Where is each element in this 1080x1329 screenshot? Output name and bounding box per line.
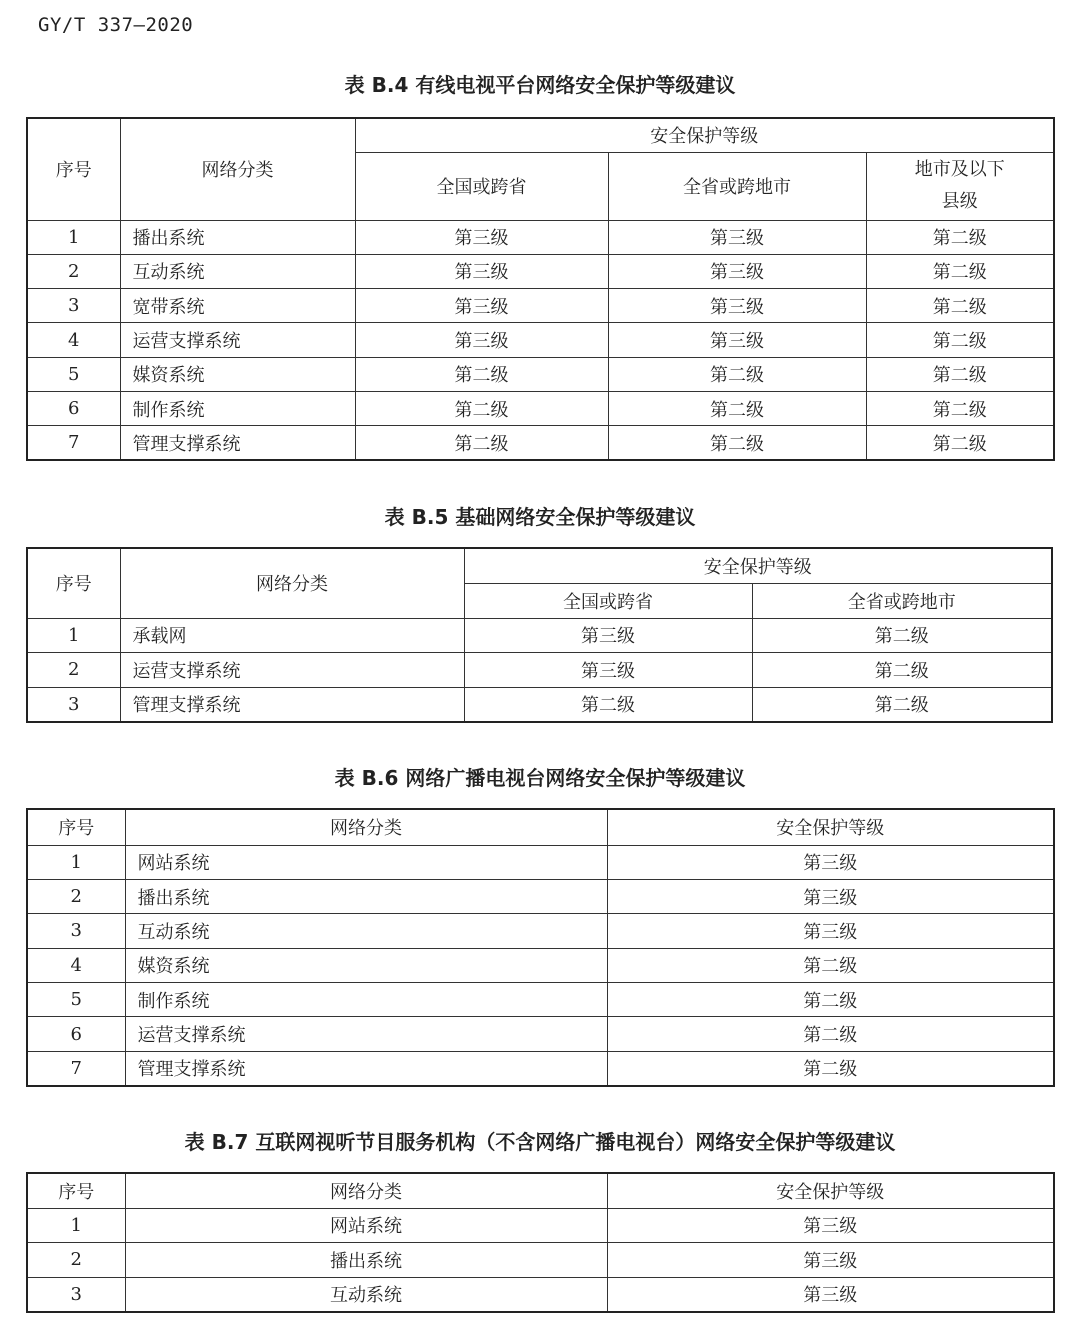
category-cell: 宽带系统: [120, 289, 355, 323]
header-category: 网络分类: [125, 809, 607, 845]
category-cell: 播出系统: [125, 1243, 607, 1278]
category-cell: 媒资系统: [125, 948, 607, 982]
header-protection-level: 安全保护等级: [607, 1173, 1054, 1208]
serial-cell: 2: [27, 254, 120, 288]
serial-cell: 2: [27, 1243, 125, 1278]
category-cell: 制作系统: [120, 391, 355, 425]
category-cell: 运营支撑系统: [125, 1017, 607, 1051]
level-cell: 第三级: [355, 254, 608, 288]
serial-cell: 5: [27, 983, 125, 1017]
serial-cell: 5: [27, 357, 120, 391]
header-serial: 序号: [27, 809, 125, 845]
level-cell: 第三级: [608, 289, 866, 323]
category-cell: 管理支撑系统: [125, 1051, 607, 1085]
level-cell: 第三级: [608, 323, 866, 357]
level-cell: 第三级: [355, 289, 608, 323]
level-cell: 第三级: [607, 845, 1054, 879]
table-row: [27, 687, 1052, 722]
header-category: 网络分类: [120, 118, 355, 220]
level-cell: 第三级: [607, 1208, 1054, 1243]
table-b4: [26, 117, 1055, 461]
level-cell: 第二级: [866, 323, 1054, 357]
serial-cell: 7: [27, 426, 120, 460]
header-city-county: 地市及以下 县级: [866, 152, 1054, 220]
serial-cell: 1: [27, 845, 125, 879]
level-cell: 第二级: [355, 357, 608, 391]
table-row: [27, 845, 1054, 879]
table-row: [27, 1051, 1054, 1085]
category-cell: 网站系统: [125, 1208, 607, 1243]
category-cell: 管理支撑系统: [120, 426, 355, 460]
table-row: [27, 1017, 1054, 1051]
serial-cell: 3: [27, 687, 120, 722]
level-cell: 第二级: [607, 1017, 1054, 1051]
serial-cell: 1: [27, 220, 120, 254]
serial-cell: 2: [27, 879, 125, 913]
serial-cell: 3: [27, 914, 125, 948]
table-b6-caption: 表 B.6 网络广播电视台网络安全保护等级建议: [334, 766, 746, 790]
table-row: [27, 220, 1054, 254]
level-cell: 第二级: [866, 357, 1054, 391]
serial-cell: 4: [27, 323, 120, 357]
serial-cell: 6: [27, 391, 120, 425]
serial-cell: 2: [27, 653, 120, 688]
table-row: [27, 653, 1052, 688]
category-cell: 播出系统: [120, 220, 355, 254]
standard-code: GY/T 337—2020: [38, 14, 194, 36]
serial-cell: 4: [27, 948, 125, 982]
header-provincial: 全省或跨地市: [752, 583, 1052, 618]
level-cell: 第二级: [866, 289, 1054, 323]
level-cell: 第二级: [866, 220, 1054, 254]
serial-cell: 1: [27, 1208, 125, 1243]
table-row: [27, 357, 1054, 391]
serial-cell: 3: [27, 289, 120, 323]
level-cell: 第二级: [608, 391, 866, 425]
serial-cell: 6: [27, 1017, 125, 1051]
header-national: 全国或跨省: [355, 152, 608, 220]
category-cell: 承载网: [120, 618, 464, 653]
header-national: 全国或跨省: [464, 583, 752, 618]
category-cell: 运营支撑系统: [120, 323, 355, 357]
serial-cell: 7: [27, 1051, 125, 1085]
header-protection-level: 安全保护等级: [464, 548, 1052, 583]
header-provincial: 全省或跨地市: [608, 152, 866, 220]
level-cell: 第二级: [608, 357, 866, 391]
header-serial: 序号: [27, 118, 120, 220]
level-cell: 第二级: [607, 1051, 1054, 1085]
level-cell: 第二级: [866, 426, 1054, 460]
level-cell: 第二级: [464, 687, 752, 722]
level-cell: 第二级: [607, 983, 1054, 1017]
table-b5-caption: 表 B.5 基础网络安全保护等级建议: [384, 505, 696, 529]
category-cell: 播出系统: [125, 879, 607, 913]
level-cell: 第三级: [464, 618, 752, 653]
level-cell: 第三级: [607, 914, 1054, 948]
header-category: 网络分类: [125, 1173, 607, 1208]
table-b7-caption: 表 B.7 互联网视听节目服务机构（不含网络广播电视台）网络安全保护等级建议: [184, 1130, 896, 1154]
level-cell: 第三级: [355, 323, 608, 357]
level-cell: 第三级: [607, 1277, 1054, 1312]
level-cell: 第三级: [355, 220, 608, 254]
level-cell: 第三级: [607, 879, 1054, 913]
table-row: [27, 879, 1054, 913]
level-cell: 第二级: [752, 618, 1052, 653]
serial-cell: 3: [27, 1277, 125, 1312]
header-protection-level: 安全保护等级: [355, 118, 1054, 152]
table-row: [27, 1277, 1054, 1312]
table-row: [27, 254, 1054, 288]
level-cell: 第二级: [355, 426, 608, 460]
table-row: [27, 914, 1054, 948]
level-cell: 第二级: [355, 391, 608, 425]
category-cell: 互动系统: [125, 1277, 607, 1312]
table-row: [27, 1243, 1054, 1278]
table-b7: [26, 1172, 1055, 1313]
table-row: [27, 948, 1054, 982]
level-cell: 第二级: [608, 426, 866, 460]
table-row: [27, 983, 1054, 1017]
header-serial: 序号: [27, 548, 120, 618]
level-cell: 第二级: [607, 948, 1054, 982]
header-serial: 序号: [27, 1173, 125, 1208]
category-cell: 管理支撑系统: [120, 687, 464, 722]
category-cell: 网站系统: [125, 845, 607, 879]
table-row: [27, 289, 1054, 323]
table-row: [27, 426, 1054, 460]
table-b4-caption: 表 B.4 有线电视平台网络安全保护等级建议: [344, 73, 736, 97]
category-cell: 互动系统: [120, 254, 355, 288]
category-cell: 运营支撑系统: [120, 653, 464, 688]
level-cell: 第二级: [752, 653, 1052, 688]
table-row: [27, 1208, 1054, 1243]
level-cell: 第二级: [752, 687, 1052, 722]
category-cell: 制作系统: [125, 983, 607, 1017]
serial-cell: 1: [27, 618, 120, 653]
table-b5: [26, 547, 1053, 723]
header-category: 网络分类: [120, 548, 464, 618]
category-cell: 媒资系统: [120, 357, 355, 391]
table-row: [27, 618, 1052, 653]
level-cell: 第二级: [866, 254, 1054, 288]
table-row: [27, 391, 1054, 425]
table-row: [27, 323, 1054, 357]
level-cell: 第三级: [608, 254, 866, 288]
header-protection-level: 安全保护等级: [607, 809, 1054, 845]
level-cell: 第三级: [607, 1243, 1054, 1278]
level-cell: 第二级: [866, 391, 1054, 425]
level-cell: 第三级: [464, 653, 752, 688]
level-cell: 第三级: [608, 220, 866, 254]
category-cell: 互动系统: [125, 914, 607, 948]
table-b6: [26, 808, 1055, 1087]
